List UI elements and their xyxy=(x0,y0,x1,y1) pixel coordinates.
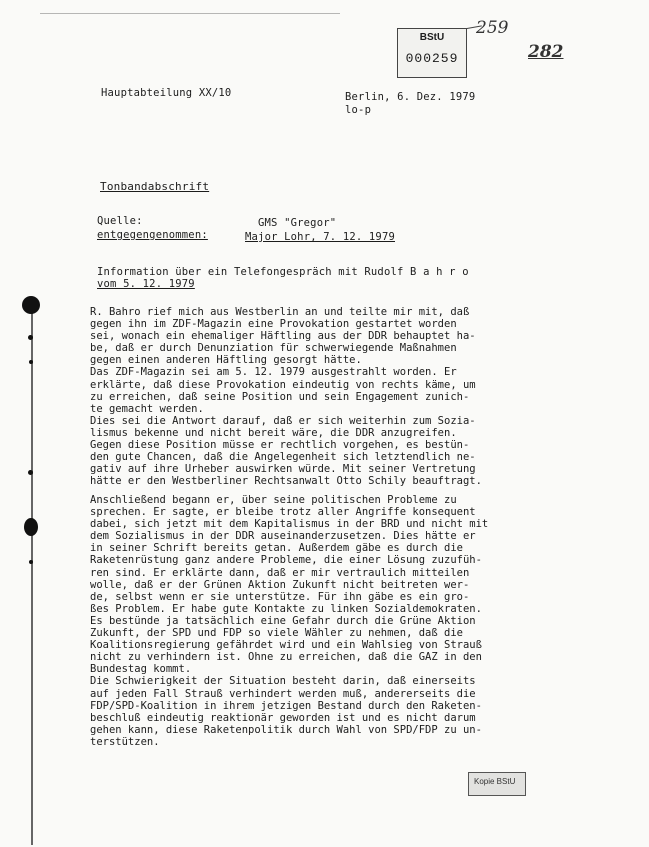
document-type-heading: Tonbandabschrift xyxy=(100,180,210,193)
binding-line xyxy=(31,300,33,845)
copy-speck xyxy=(29,560,33,564)
text-line: gegen einen anderen Häftling gesorgt hätte. xyxy=(90,354,362,367)
received-by-value: Major Lohr, 7. 12. 1979 xyxy=(245,231,395,243)
text-line: Zukunft, der SPD und FDP so viele Wähler zu nehmen, daß die xyxy=(90,627,463,640)
department: Hauptabteilung XX/10 xyxy=(101,87,232,99)
body-paragraph-2 xyxy=(90,494,488,748)
text-line: FDP/SPD-Koalition in ihrem jetzigen Bestand durch den Raketen- xyxy=(90,699,482,712)
text-line: nicht zu verhindern ist. Ohne zu erreichen, daß die GAZ in den xyxy=(90,651,482,664)
text-line: gegen ihn im ZDF-Magazin eine Provokation gestartet worden xyxy=(90,318,457,331)
text-line: Anschließend begann er, über seine politischen Probleme zu xyxy=(90,494,457,506)
stamp-label: BStU xyxy=(419,32,445,43)
text-line: be, daß er durch Denunziation für schwerwiegende Maßnahmen xyxy=(90,342,457,355)
text-line: lismus bekenne und nicht bereit wäre, die DDR anzugreifen. xyxy=(90,426,457,439)
source-label: Quelle: xyxy=(97,215,143,227)
text-line: beschluß eindeutig reaktionär geworden ist und es nicht darum xyxy=(90,711,476,724)
text-line: Es bestünde ja tatsächlich eine Gefahr durch die Grüne Aktion xyxy=(90,614,476,627)
text-line: Das ZDF-Magazin sei am 5. 12. 1979 ausgestrahlt worden. Er xyxy=(90,366,457,379)
archive-stamp-text: Kopie BStU xyxy=(474,777,516,786)
text-line: zu erreichen, daß seine Position und sein Engagement zunich- xyxy=(90,390,470,403)
copy-artifact-line xyxy=(40,13,340,14)
text-line: gehen kann, diese Raketenpolitik durch Wahl von SPD/FDP zu un- xyxy=(90,723,482,736)
text-line: Gegen diese Position müsse er rechtlich vorgehen, es bestün- xyxy=(90,439,470,452)
copy-speck xyxy=(28,470,33,475)
text-line: Koalitionsregierung gefährdet wird und ein Wahlsieg von Strauß xyxy=(90,639,482,652)
punch-hole xyxy=(24,518,38,536)
punch-hole xyxy=(22,296,40,314)
text-line: hätte er den Westberliner Rechtsanwalt Otto Schily beauftragt. xyxy=(90,475,482,488)
body-paragraph-1 xyxy=(90,306,482,487)
text-line: Raketenrüstung ganz andere Probleme, die einer Lösung zuzufüh- xyxy=(90,554,482,567)
text-line: Bundestag kommt. xyxy=(90,663,192,676)
text-line: Dies sei die Antwort darauf, daß er sich weiterhin zum Sozia- xyxy=(90,414,476,427)
text-line: gativ auf ihre Urheber auswirken würde. Mit seiner Vertretung xyxy=(90,463,476,476)
text-line: R. Bahro rief mich aus Westberlin an und teilte mir mit, daß xyxy=(90,306,470,318)
text-line: de, selbst wenn er sie unterstütze. Für ihn gäbe es ein gro- xyxy=(90,590,470,603)
text-line: wolle, daß er der Grünen Aktion Zukunft nicht beitreten wer- xyxy=(90,578,470,591)
text-line: sei, wonach ein ehemaliger Häftling aus der DDR behauptet ha- xyxy=(90,330,476,343)
text-line: auf jeden Fall Strauß verhindert werden muß, andererseits die xyxy=(90,687,476,700)
text-line: in seiner Schrift bereits getan. Außerdem gäbe es durch die xyxy=(90,542,463,555)
handwritten-page-number: 259 xyxy=(476,18,509,38)
copy-speck xyxy=(28,335,33,340)
archive-stamp xyxy=(468,772,526,796)
received-by-label: entgegengenommen: xyxy=(97,229,208,241)
reference-code: lo-p xyxy=(345,104,372,116)
subject-line-1: Information über ein Telefongespräch mit Rudolf B a h r o xyxy=(97,266,469,278)
place-date: Berlin, 6. Dez. 1979 xyxy=(345,91,476,103)
bstu-stamp xyxy=(397,28,467,78)
text-line: sprechen. Er sagte, er bleibe trotz aller Angriffe konsequent xyxy=(90,506,476,519)
stamp-number: 000259 xyxy=(405,51,459,66)
text-line: Die Schwierigkeit der Situation besteht darin, daß einerseits xyxy=(90,675,476,688)
text-line: ren sind. Er erklärte dann, daß er mir vertraulich mitteilen xyxy=(90,566,470,579)
text-line: te gemacht werden. xyxy=(90,402,204,415)
text-line: ßes Problem. Er habe gute Kontakte zu linken Sozialdemokraten. xyxy=(90,602,482,615)
text-line: den gute Chancen, daß die Angelegenheit sich letztendlich ne- xyxy=(90,451,476,464)
subject-line-2: vom 5. 12. 1979 xyxy=(97,278,195,290)
handwritten-folio-number: 282 xyxy=(528,42,564,62)
source-value: GMS "Gregor" xyxy=(258,217,337,229)
text-line: dabei, sich jetzt mit dem Kapitalismus in der BRD und nicht mit xyxy=(90,518,489,531)
text-line: terstützen. xyxy=(90,735,160,748)
copy-speck xyxy=(29,360,33,364)
text-line: dem Sozialismus in der DDR auseinanderzusetzen. Dies hätte er xyxy=(90,530,476,543)
text-line: erklärte, daß diese Provokation eindeutig von rechts käme, um xyxy=(90,378,476,391)
